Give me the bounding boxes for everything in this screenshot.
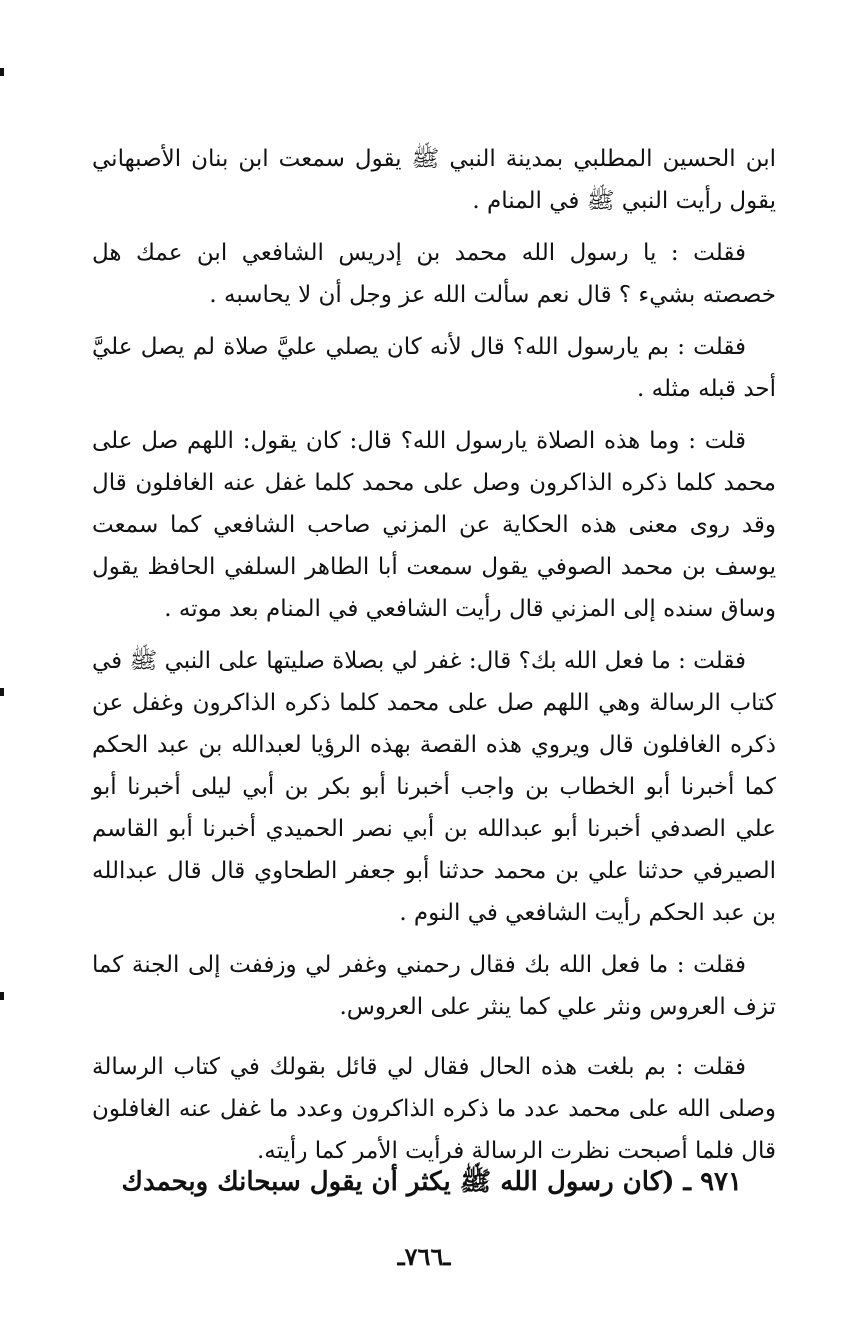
hadith-heading: ٩٧١ ـ (كان رسول الله ﷺ يكثر أن يقول سبحانك وبحمدك — [121, 1167, 742, 1197]
margin-mark — [0, 688, 4, 696]
paragraph: فقلت : بم بلغت هذه الحال فقال لي قائل بقولك في كتاب الرسالة وصلى الله على محمد عدد ما ذكره الذاكرون وعدد ما غفل عنه الغافلون قال فلما أصبحت نظرت الرسالة فرأيت الأمر كما رأيته. — [92, 1054, 776, 1164]
margin-mark — [0, 992, 4, 1000]
paragraph: قلت : وما هذه الصلاة يارسول الله؟ قال: كان يقول: اللهم صل على محمد كلما ذكره الذاكرون وصل على محمد كلما غفل عنه الغافلون قال وقد روى معنى هذه الحكاية عن المزني صاحب الشافعي كما سمعت يوسف بن محمد الصوفي يقول سمعت أبا الطاهر السلفي الحافظ يقول وساق سنده إلى المزني قال رأيت الشافعي في المنام بعد موته . — [92, 428, 776, 622]
paragraph: فقلت : يا رسول الله محمد بن إدريس الشافعي ابن عمك هل خصصته بشيء ؟ قال نعم سألت الله عز وجل أن لا يحاسبه . — [92, 240, 776, 308]
page-number: ـ٧٦٦ـ — [397, 1242, 451, 1271]
body-text — [92, 138, 776, 1182]
paragraph: ابن الحسين المطلبي بمدينة النبي ﷺ يقول سمعت ابن بنان الأصبهاني يقول رأيت النبي ﷺ في المنام . — [92, 146, 776, 214]
paragraph: فقلت : بم يارسول الله؟ قال لأنه كان يصلي عليَّ صلاة لم يصل عليَّ أحد قبله مثله . — [92, 334, 776, 402]
paragraph: فقلت : ما فعل الله بك؟ قال: غفر لي بصلاة صليتها على النبي ﷺ في كتاب الرسالة وهي اللهم صل على محمد كلما ذكره الذاكرون وغفل عن ذكره الغافلون قال ويروي هذه القصة بهذه الرؤيا لعبدالله بن عبد الحكم كما أخبرنا أبو الخطاب بن واجب أخبرنا أبو بكر بن أبي ليلى أخبرنا أبو علي الصدفي أخبرنا أبو عبدالله بن أبي نصر الحميدي أخبرنا أبو القاسم الصيرفي حدثنا علي بن محمد حدثنا أبو جعفر الطحاوي قال قال عبدالله بن عبد الحكم رأيت الشافعي في النوم . — [92, 648, 776, 926]
margin-mark — [0, 68, 4, 76]
paragraph: فقلت : ما فعل الله بك فقال رحمني وغفر لي وزففت إلى الجنة كما تزف العروس ونثر علي كما ينثر على العروس. — [92, 952, 776, 1020]
